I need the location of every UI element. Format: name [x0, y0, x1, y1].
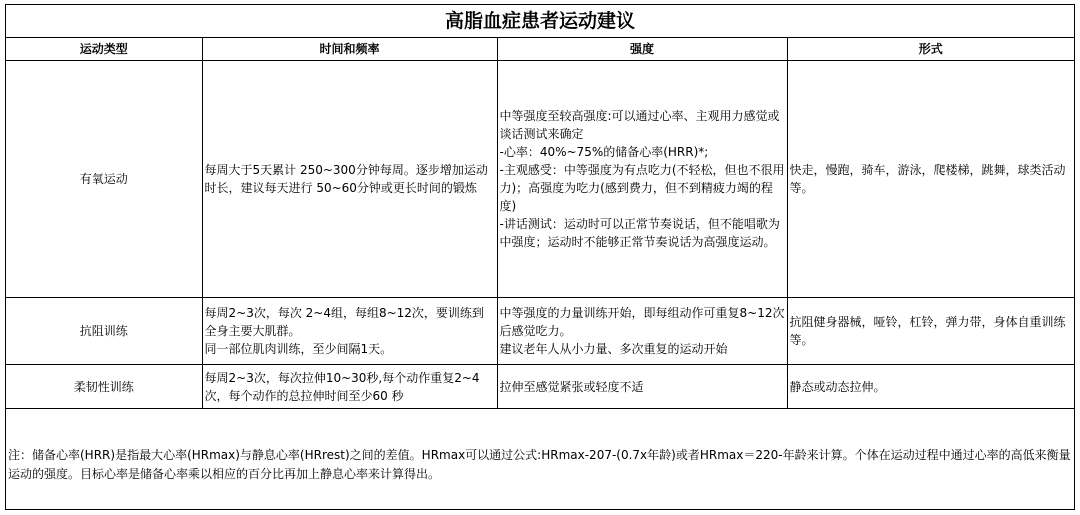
footnote: 注：储备心率(HRR)是指最大心率(HRmax)与静息心率(HRrest)之间的差值。HRmax可以通过公式:HRmax-207-(0.7x年龄)或者HRmax＝220-年龄来计算。个体在运动过程中通过心率的高低来衡量运动的强度。目标心率是储备心率乘以相应的百分比再加上静息心率来计算得出。: [8, 448, 1071, 481]
column-header-time: 时间和频率: [202, 38, 497, 61]
cell-type: 有氧运动: [6, 61, 202, 298]
column-header-type: 运动类型: [6, 38, 202, 61]
cell-line: 中等强度的力量训练开始，即每组动作可重复8~12次后感觉吃力。: [499, 306, 785, 338]
advice-sheet: [5, 4, 1075, 510]
cell-line: -心率：40%~75%的储备心率(HRR)*;: [499, 145, 709, 159]
header-row: [6, 38, 1074, 61]
cell-line: 每周2~3次，每次 2~4组，每组8~12次，要训练到全身主要大肌群。: [204, 306, 484, 338]
cell-type: 抗阻训练: [6, 298, 202, 365]
table-row-aerobic: [6, 61, 1074, 298]
cell-line: 抗阻健身器械，哑铃，杠铃，弹力带，身体自重训练等。: [789, 315, 1066, 347]
table-row-resistance: [6, 298, 1074, 365]
cell-intensity: [497, 61, 787, 298]
cell-line: 静态或动态拉伸。: [789, 379, 886, 394]
cell-line: -主观感受：中等强度为有点吃力(不轻松，但也不很用力)；高强度为吃力(感到费力，但不到精疲力竭的程度): [499, 163, 785, 213]
cell-form: [787, 298, 1074, 365]
cell-line: 每周大于5天累计 250~300分钟每周。逐步增加运动时长，建议每天进行 50~60分钟或更长时间的锻炼: [204, 163, 488, 195]
cell-line: 同一部位肌肉训练，至少间隔1天。: [204, 342, 393, 356]
column-header-intensity: 强度: [497, 38, 787, 61]
cell-form: [787, 61, 1074, 298]
cell-line: 拉伸至感觉紧张或轻度不适: [499, 379, 644, 394]
cell-time: [202, 61, 497, 298]
cell-time: [202, 365, 497, 409]
column-header-form: 形式: [787, 38, 1074, 61]
cell-intensity: [497, 298, 787, 365]
exercise-table: [6, 38, 1074, 409]
page-title: 高脂血症患者运动建议: [6, 5, 1074, 38]
cell-line: 每周2~3次，每次拉伸10~30秒,每个动作重复2~4 次，每个动作的总拉伸时间至少60 秒: [204, 370, 480, 403]
cell-type: 柔韧性训练: [6, 365, 202, 409]
cell-line: -讲话测试：运动时可以正常节奏说话，但不能唱歌为中强度；运动时不能够正常节奏说话为高强度运动。: [499, 217, 780, 249]
cell-line: 中等强度至较高强度:可以通过心率、主观用力感觉或谈话测试来确定: [499, 109, 780, 141]
cell-time: [202, 298, 497, 365]
cell-line: 建议老年人从小力量、多次重复的运动开始: [499, 342, 728, 356]
cell-line: 快走，慢跑，骑车，游泳，爬楼梯，跳舞，球类活动等。: [789, 163, 1066, 195]
cell-form: [787, 365, 1074, 409]
table-row-flexibility: [6, 365, 1074, 409]
cell-intensity: [497, 365, 787, 409]
